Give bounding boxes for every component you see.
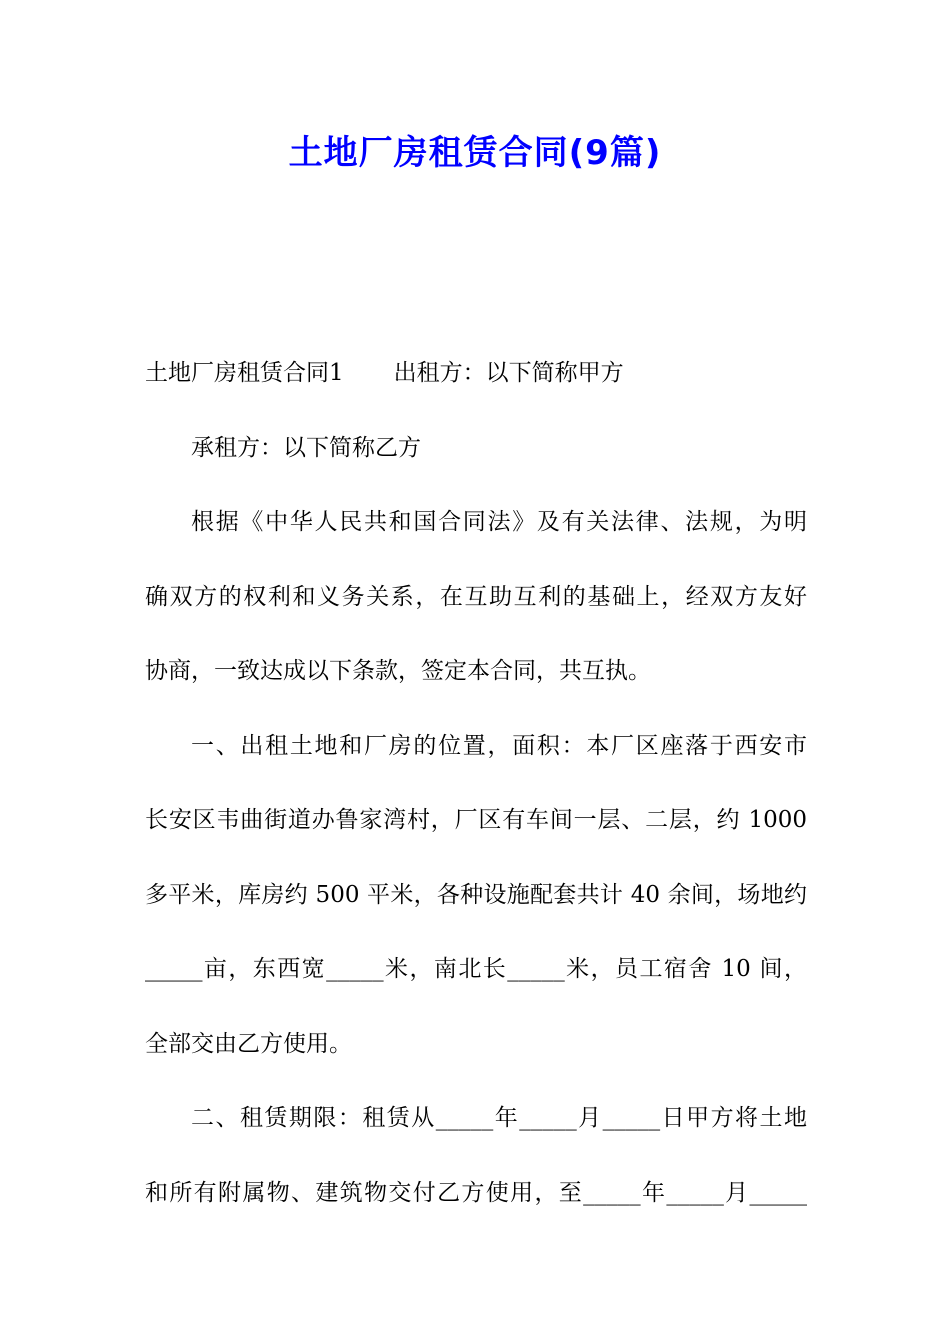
paragraph-line: 二、租赁期限：租赁从_____年_____月_____日甲方将土地 bbox=[191, 1105, 807, 1131]
paragraph-text: 出租方：以下简称甲方 bbox=[393, 360, 624, 386]
paragraph-line bbox=[145, 336, 807, 411]
paragraph-line: 全部交由乙方使用。 bbox=[145, 1030, 352, 1057]
paragraph-line: 长安区韦曲街道办鲁家湾村，厂区有车间一层、二层，约 1000 bbox=[145, 807, 807, 833]
paragraph-line: 和所有附属物、建筑物交付乙方使用，至_____年_____月_____ bbox=[145, 1179, 807, 1206]
paragraph-line: 协商，一致达成以下条款，签定本合同，共互执。 bbox=[145, 658, 651, 684]
document-title: 土地厂房租赁合同(9篇) bbox=[288, 133, 662, 173]
section-heading: 土地厂房租赁合同1 bbox=[145, 360, 344, 386]
document-body bbox=[145, 336, 807, 1230]
paragraph-line: _____亩，东西宽_____米，南北长_____米，员工宿舍 10 间， bbox=[145, 956, 807, 982]
paragraph-line: 确双方的权利和义务关系，在互助互利的基础上，经双方友好 bbox=[145, 583, 807, 610]
paragraph-line: 承租方：以下简称乙方 bbox=[191, 434, 421, 461]
paragraph-line: 根据《中华人民共和国合同法》及有关法律、法规，为明 bbox=[191, 509, 807, 535]
paragraph-line: 多平米，库房约 500 平米，各种设施配套共计 40 余间，场地约 bbox=[145, 881, 807, 908]
paragraph-line: 一、出租土地和厂房的位置，面积：本厂区座落于西安市 bbox=[191, 732, 807, 759]
